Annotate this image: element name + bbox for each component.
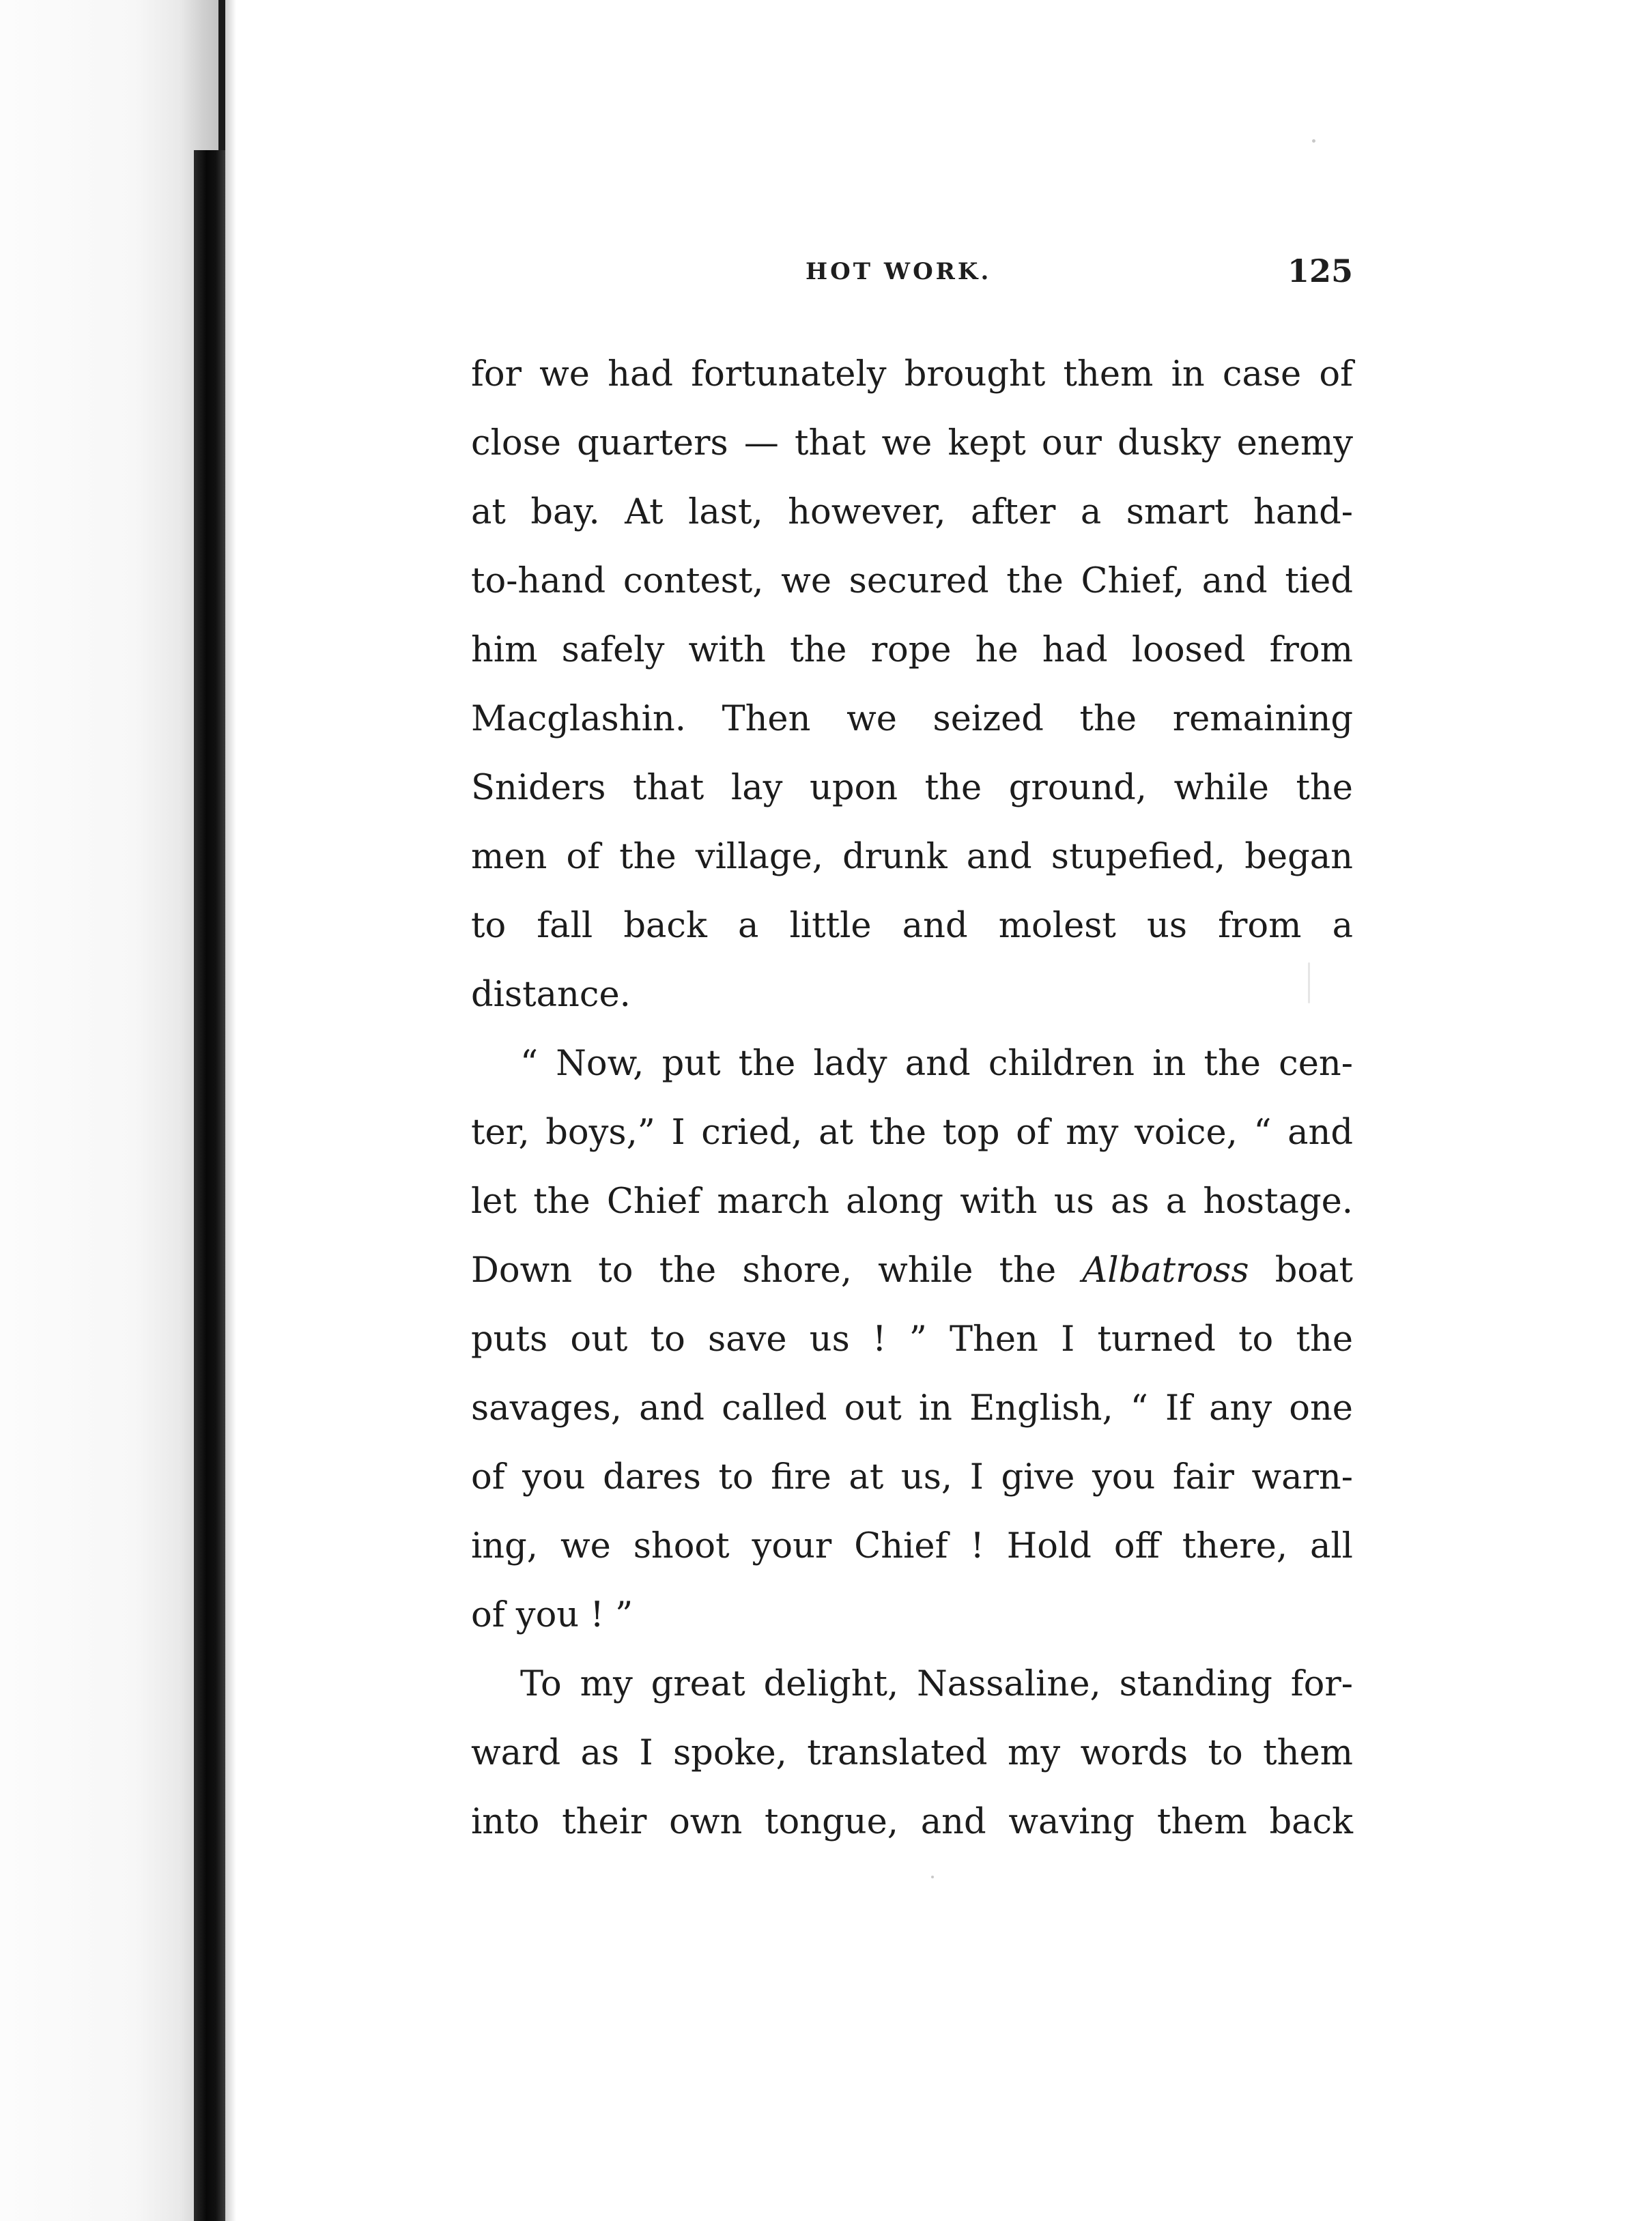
text-line: men of the village, drunk and stupefied, began <box>471 837 1353 877</box>
text-line: Macglashin. Then we seized the remaining <box>471 699 1353 739</box>
text-line: ter, boys,” I cried, at the top of my voice, “ and <box>471 1113 1353 1153</box>
paragraph-end-line: distance. <box>471 975 631 1015</box>
page-number: 125 <box>1287 253 1353 289</box>
text-line: puts out to save us ! ” Then I turned to the <box>471 1319 1353 1360</box>
scan-speck <box>1312 139 1315 143</box>
text-line: close quarters — that we kept our dusky enemy <box>471 423 1353 463</box>
text-line: into their own tongue, and waving them back <box>471 1802 1353 1842</box>
text-line: Sniders that lay upon the ground, while the <box>471 768 1353 808</box>
book-spine <box>194 150 225 2221</box>
paragraph-start-line: “ Now, put the lady and children in the cen- <box>520 1044 1353 1084</box>
ship-name-italic: Albatross <box>1082 1250 1249 1291</box>
body-text <box>471 340 1353 1857</box>
text-line: him safely with the rope he had loosed from <box>471 630 1353 670</box>
text-line: savages, and called out in English, “ If any one <box>471 1388 1353 1429</box>
text-line: for we had fortunately brought them in case of <box>471 354 1353 395</box>
page-gutter <box>225 0 236 2221</box>
text-line: of you dares to fire at us, I give you fair warn- <box>471 1457 1353 1498</box>
text-line-with-italic <box>471 1236 1353 1305</box>
paragraph-start-line: To my great delight, Nassaline, standing for- <box>520 1664 1353 1704</box>
text-line: ward as I spoke, translated my words to them <box>471 1733 1353 1773</box>
text-line: to-hand contest, we secured the Chief, and tied <box>471 561 1353 601</box>
text-line: ing, we shoot your Chief ! Hold off there, all <box>471 1526 1353 1566</box>
scan-margin <box>0 0 225 2221</box>
text-line: to fall back a little and molest us from a <box>471 906 1353 946</box>
book-spine-top <box>218 0 225 150</box>
scan-speck <box>931 1876 934 1878</box>
text-line: at bay. At last, however, after a smart hand- <box>471 492 1353 532</box>
text-segment: boat <box>1249 1250 1353 1291</box>
chapter-title: HOT WORK. <box>806 258 992 285</box>
text-line: let the Chief march along with us as a hostage. <box>471 1181 1353 1222</box>
text-segment: Down to the shore, while the <box>471 1250 1083 1291</box>
running-head <box>471 253 1358 300</box>
paragraph-end-line: of you ! ” <box>471 1595 633 1635</box>
scan-speck <box>1308 962 1310 1003</box>
